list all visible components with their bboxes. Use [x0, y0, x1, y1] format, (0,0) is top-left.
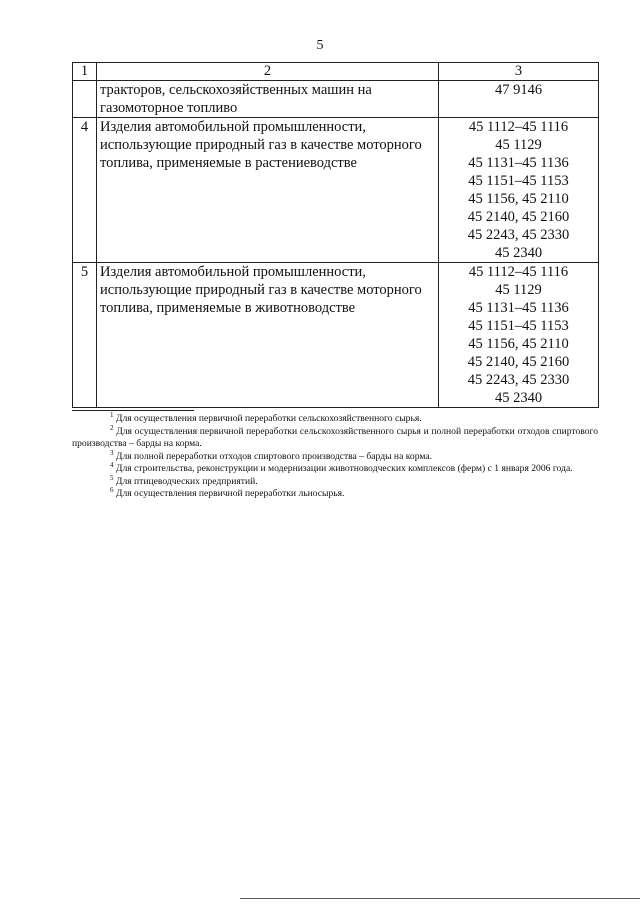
table-row	[73, 263, 599, 408]
row-number: 5	[73, 263, 97, 408]
footnote-text: Для осуществления первичной переработки сельскохозяйственного сырья и полной переработки отходов спиртового производства – барды на корма.	[72, 425, 598, 449]
code-line: 45 1129	[495, 137, 542, 153]
row-number	[73, 81, 97, 118]
code-line: 45 1112–45 1116	[468, 264, 569, 280]
table-row	[73, 118, 599, 263]
table-header-row	[73, 63, 599, 81]
row-description: Изделия автомобильной промышленности, использующие природный газ в качестве моторного топлива, применяемые в животноводстве	[97, 263, 439, 408]
code-line: 45 2140, 45 2160	[467, 354, 570, 370]
row-description: Изделия автомобильной промышленности, использующие природный газ в качестве моторного топлива, применяемые в растениеводстве	[97, 118, 439, 263]
row-codes	[439, 81, 599, 118]
footnote-separator	[72, 410, 194, 411]
code-line: 45 1151–45 1153	[468, 318, 569, 334]
code-line: 45 1156, 45 2110	[468, 191, 569, 207]
code-line: 45 1131–45 1136	[468, 300, 569, 316]
code-line: 45 2140, 45 2160	[467, 209, 570, 225]
code-line: 45 1151–45 1153	[468, 173, 569, 189]
footnote-mark: 6	[110, 485, 114, 494]
footnote-text: Для птицеводческих предприятий.	[115, 475, 258, 487]
code-line: 47 9146	[494, 82, 543, 98]
footnote-5	[72, 473, 598, 489]
header-col-2: 2	[97, 63, 439, 81]
code-line: 45 1112–45 1116	[468, 119, 569, 135]
code-line: 45 1129	[495, 282, 542, 298]
page-number: 5	[316, 38, 324, 53]
code-line: 45 1156, 45 2110	[468, 336, 569, 352]
footnote-mark: 2	[110, 423, 114, 432]
footnote-text: Для осуществления первичной переработки сельскохозяйственного сырья.	[115, 413, 422, 424]
footnote-3	[72, 448, 598, 464]
table-row	[73, 81, 599, 118]
footnote-6	[72, 485, 598, 501]
code-line: 45 2340	[494, 245, 543, 261]
row-number: 4	[73, 118, 97, 263]
code-line: 45 2340	[494, 390, 543, 406]
scan-edge-line	[240, 898, 640, 899]
code-line: 45 2243, 45 2330	[467, 372, 570, 388]
product-codes-table	[72, 62, 599, 408]
code-line: 45 2243, 45 2330	[467, 227, 570, 243]
header-col-1: 1	[73, 63, 97, 81]
footnote-mark: 4	[110, 460, 114, 469]
footnote-text: Для осуществления первичной переработки льносырья.	[115, 488, 345, 499]
footnote-mark: 3	[110, 448, 114, 457]
row-codes	[439, 118, 599, 263]
footnote-4	[72, 460, 598, 476]
row-description: тракторов, сельскохозяйственных машин на газомоторное топливо	[97, 81, 439, 118]
footnote-2	[72, 423, 598, 451]
footnote-text: Для полной переработки отходов спиртового производства – барды на корма.	[115, 450, 433, 462]
footnote-mark: 1	[110, 410, 114, 419]
footnote-text: Для строительства, реконструкции и модернизации животноводческих комплексов (ферм) с 1 января 2006 года.	[115, 463, 573, 474]
footnote-mark: 5	[110, 473, 114, 482]
footnotes	[72, 410, 598, 501]
row-codes	[439, 263, 599, 408]
header-col-3: 3	[439, 63, 599, 81]
code-line: 45 1131–45 1136	[468, 155, 569, 171]
footnote-1	[72, 410, 598, 426]
